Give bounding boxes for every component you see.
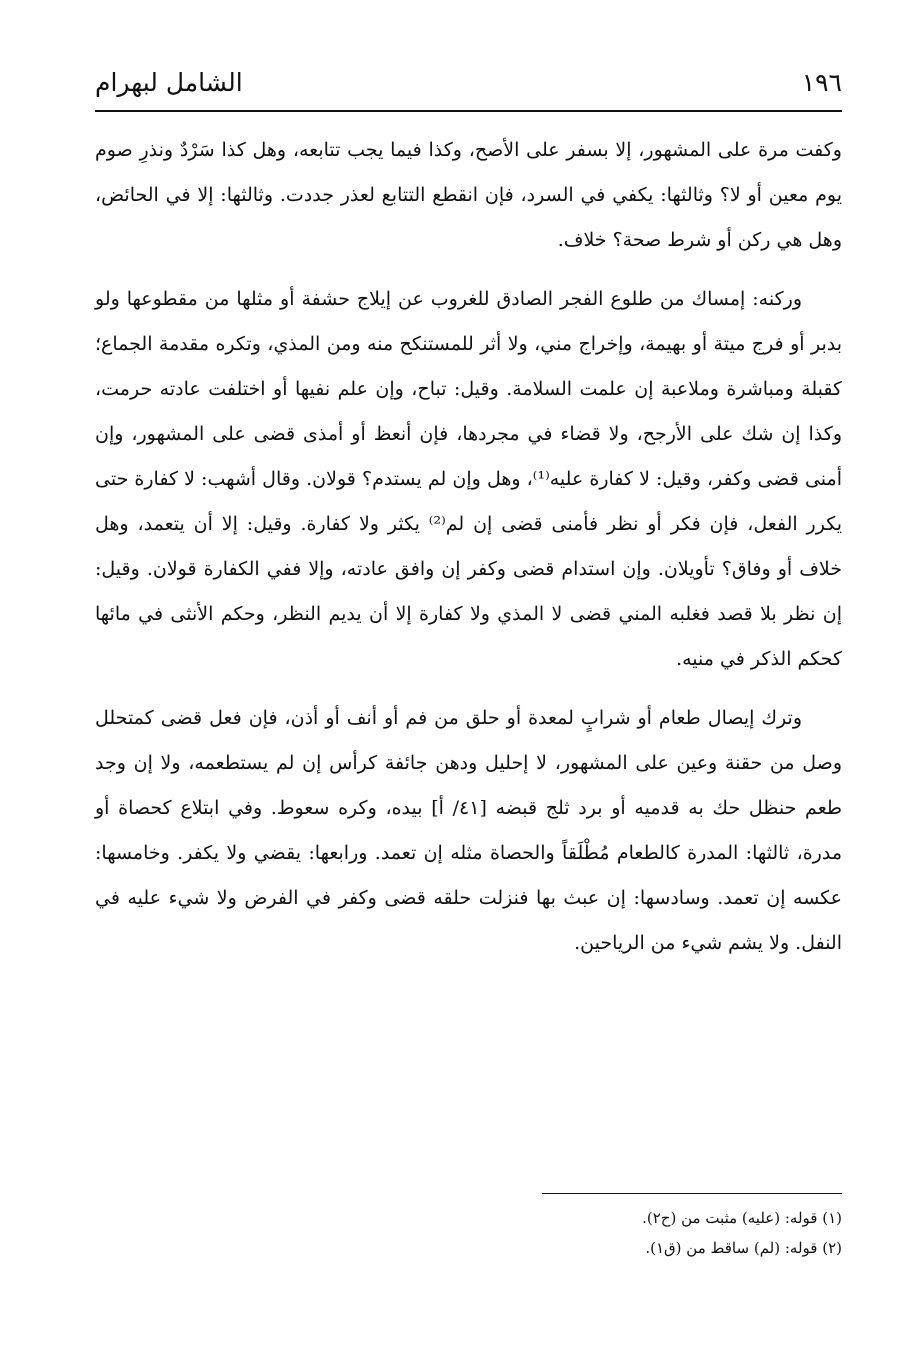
header-rule: [95, 110, 842, 112]
footnote-rule: [542, 1193, 842, 1194]
page-number: ١٩٦: [801, 67, 842, 97]
footnotes: [342, 1203, 842, 1263]
page-header: [95, 62, 842, 102]
footnote-2: (٢) قوله: (لم) ساقط من (ق١).: [645, 1239, 842, 1257]
running-title: الشامل لبهرام: [95, 67, 243, 97]
paragraph-1: وكفت مرة على المشهور، إلا بسفر على الأصح، وكذا فيما يجب تتابعه، وهل كذا سَرْدٌ ونذرِ صوم يوم معين أو لا؟ وثالثها: يكفي في السرد، فإن انقطع التتابع لعذر جددت. وثالثها: إلا في الحائض، وهل هي ركن أو شرط صحة؟ خلاف.: [95, 139, 842, 251]
footnote-1: (١) قوله: (عليه) مثبت من (ح٢).: [642, 1209, 842, 1227]
paragraph-2: وركنه: إمساك من طلوع الفجر الصادق للغروب عن إيلاج حشفة أو مثلها من مقطوعها ولو بدبر أو فرج ميتة أو بهيمة، وإخراج مني، ولا أثر للمستنكح منه ومن المذي، وتكره مقدمة الجماع؛ كقبلة ومباشرة وملاعبة إن علمت السلامة. وقيل: تباح، وإن علم نفيها أو اختلفت عادته حرمت، وكذا إن شك على الأرجح، ولا قضاء في مجردها، فإن أنعظ أو أمذى قضى على المشهور، وإن أمنى قضى وكفر، وقيل: لا كفارة عليه⁽¹⁾، وهل وإن لم يستدم؟ قولان. وقال أشهب: لا كفارة حتى يكرر الفعل، فإن فكر أو نظر فأمنى قضى إن لم⁽²⁾ يكثر ولا كفارة. وقيل: إلا أن يتعمد، وهل خلاف أو وفاق؟ تأويلان. وإن استدام قضى وكفر إن وافق عادته، وإلا ففي الكفارة قولان. وقيل: إن نظر بلا قصد فغلبه المني قضى لا المذي ولا كفارة إلا أن يديم النظر، وحكم الأنثى في مائها كحكم الذكر في منيه.: [95, 288, 842, 670]
paragraph-3: وترك إيصال طعام أو شرابٍ لمعدة أو حلق من فم أو أنف أو أذن، فإن فعل قضى كمتحلل وصل من حقنة وعين على المشهور، لا إحليل ودهن جائفة كرأس إن لم يستطعمه، ولا إن وجد طعم حنظل حك به قدميه أو برد ثلج قبضه [٤١/ أ] بيده، وكره سعوط. وفي ابتلاع كحصاة أو مدرة، ثالثها: المدرة كالطعام مُطْلَقاً والحصاة مثله إن تعمد. ورابعها: يقضي ولا يكفر. وخامسها: عكسه إن تعمد. وسادسها: إن عبث بها فنزلت حلقه قضى وكفر في الفرض ولا شيء عليه في النفل. ولا يشم شيء من الرياحين.: [95, 707, 842, 954]
main-text: [95, 128, 842, 966]
